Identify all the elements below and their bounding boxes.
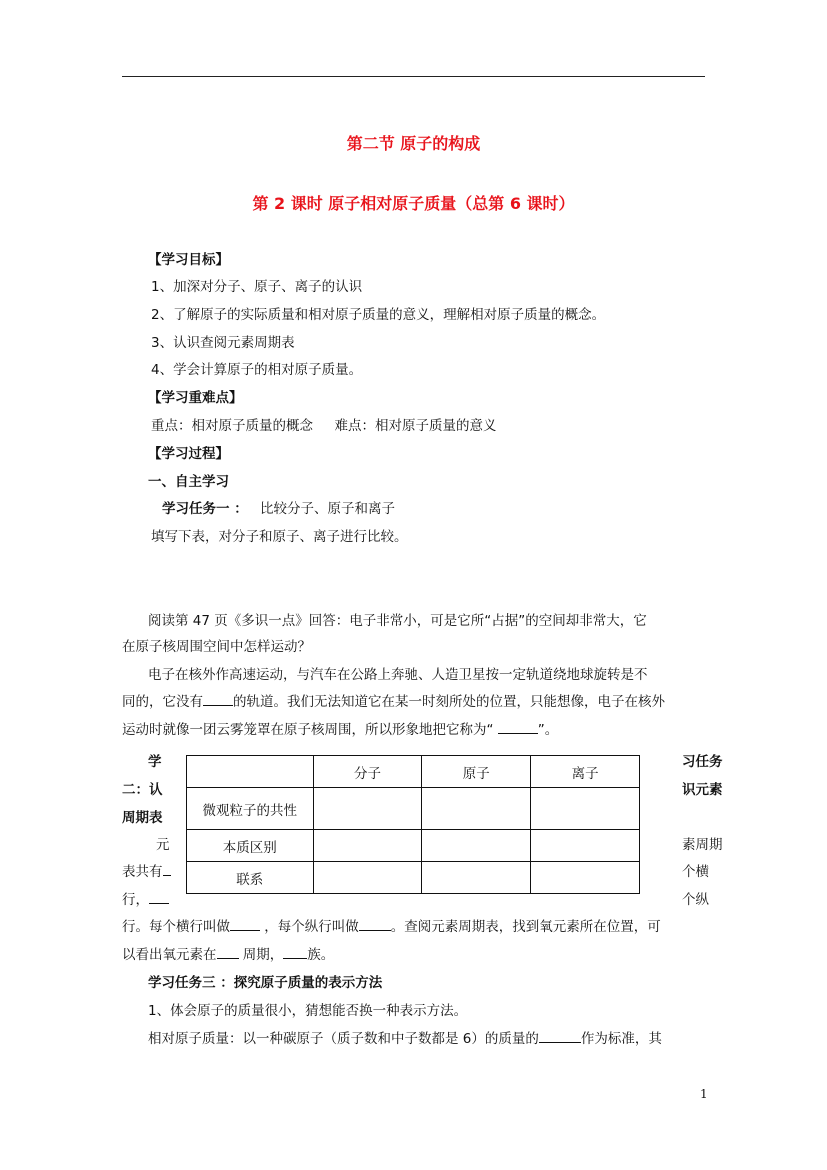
difficulty-heading: 【学习重难点】 <box>148 390 243 406</box>
table-cell <box>422 788 531 830</box>
task2-fragment: 元 <box>156 837 170 853</box>
table-header-cell: 离子 <box>531 756 640 788</box>
table-cell <box>187 756 314 788</box>
objective-item: 3、认识查阅元素周期表 <box>151 335 295 351</box>
objective-item: 1、加深对分子、原子、离子的认识 <box>151 279 363 295</box>
answer-blank <box>163 863 171 876</box>
objectives-heading: 【学习目标】 <box>148 252 229 268</box>
table-cell <box>313 862 422 894</box>
row-label: 本质区别 <box>187 830 314 862</box>
task2-fragment: 个纵 <box>682 892 709 908</box>
header-rule <box>122 76 705 77</box>
reading-line: 阅读第 47 页《多识一点》回答：电子非常小，可是它所“占据”的空间却非常大，它 <box>148 613 647 629</box>
task2-fragment: 个横 <box>682 864 709 880</box>
task2-fragment: 学 <box>148 754 162 770</box>
objective-item: 4、学会计算原子的相对原子质量。 <box>151 362 363 378</box>
periodic-table-line: 以看出氧元素在 周期， 族。 <box>122 947 335 963</box>
answer-blank <box>283 946 307 959</box>
table-header-cell: 分子 <box>313 756 422 788</box>
table-header-cell: 原子 <box>422 756 531 788</box>
table-cell <box>531 830 640 862</box>
lesson-subtitle: 第 2 课时 原子相对原子质量（总第 6 课时） <box>252 194 575 213</box>
task3-heading: 学习任务三 ：探究原子质量的表示方法 <box>148 975 383 991</box>
table-cell <box>313 788 422 830</box>
answer-blank <box>539 1030 581 1043</box>
task2-fragment: 识元素 <box>682 782 723 798</box>
reading-line: 运动时就像一团云雾笼罩在原子核周围，所以形象地把它称为“ ”。 <box>122 722 559 738</box>
reading-line: 同的，它没有 的轨道。我们无法知道它在某一时刻所处的位置，只能想像，电子在核外 <box>122 694 665 710</box>
row-label: 微观粒子的共性 <box>187 788 314 830</box>
table-row <box>187 830 640 862</box>
task2-fragment: 表共有 <box>122 860 171 880</box>
answer-blank <box>149 891 169 904</box>
process-heading: 【学习过程】 <box>148 446 229 462</box>
objective-item: 2、了解原子的实际质量和相对原子质量的意义，理解相对原子质量的概念。 <box>151 307 606 323</box>
section-title: 第二节 原子的构成 <box>346 134 481 153</box>
relative-mass-definition: 相对原子质量：以一种碳原子（质子数和中子数都是 6）的质量的 作为标准，其 <box>148 1031 662 1047</box>
self-study-heading: 一、自主学习 <box>148 474 229 490</box>
task2-fragment: 习任务 <box>682 754 723 770</box>
table-header-row <box>187 756 640 788</box>
task2-fragment: 素周期 <box>682 837 723 853</box>
answer-blank <box>498 721 538 734</box>
comparison-table <box>186 755 640 894</box>
table-row <box>187 788 640 830</box>
task1-label: 学习任务一 ： <box>162 501 248 517</box>
table-cell <box>531 862 640 894</box>
table-cell <box>313 830 422 862</box>
task2-fragment: 二：认 <box>122 782 163 798</box>
reading-line: 在原子核周围空间中怎样运动？ <box>122 639 311 655</box>
page-number: 1 <box>700 1087 708 1101</box>
table-cell <box>422 830 531 862</box>
difficulty-text: 重点：相对原子质量的概念 难点：相对原子质量的意义 <box>151 418 497 434</box>
task1-line <box>162 497 395 517</box>
answer-blank <box>203 693 233 706</box>
task2-fragment: 周期表 <box>122 810 163 826</box>
table-row <box>187 862 640 894</box>
task3-item: 1、体会原子的质量很小，猜想能否换一种表示方法。 <box>148 1003 468 1019</box>
table-cell <box>531 788 640 830</box>
reading-line: 电子在核外作高速运动，与汽车在公路上奔驰、人造卫星按一定轨道绕地球旋转是不 <box>148 667 648 683</box>
answer-blank <box>217 946 239 959</box>
task1-text: 比较分子、原子和离子 <box>260 501 395 517</box>
row-label: 联系 <box>187 862 314 894</box>
periodic-table-line: 行。每个横行叫做 ，每个纵行叫做 。查阅元素周期表，找到氧元素所在位置，可 <box>122 919 661 935</box>
table-cell <box>422 862 531 894</box>
answer-blank <box>359 918 391 931</box>
answer-blank <box>230 918 260 931</box>
task2-fragment: 行， <box>122 888 169 908</box>
task1-instruction: 填写下表，对分子和原子、离子进行比较。 <box>151 529 408 545</box>
